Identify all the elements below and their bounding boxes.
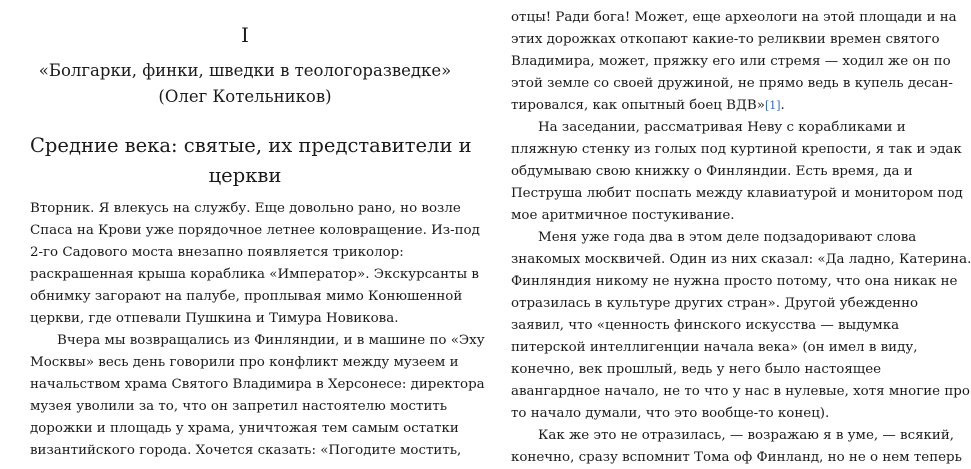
paragraph (511, 117, 963, 227)
text-line: заявил, что «ценность финского искусства — выдумка (511, 318, 900, 333)
text-line: Финляндия никому не нужна просто потому, что она никак не (511, 274, 958, 289)
right-body-text (511, 7, 971, 469)
text-line: Вторник. Я влекусь на службу. Еще довольно рано, но возле (30, 201, 461, 216)
text-fragment: тировался, как опытный боец ВДВ» (511, 98, 765, 113)
text-line: Владимира, может, пряжку его или стремя — ходил же он по (511, 54, 951, 69)
chapter-title (30, 58, 460, 110)
left-body-text (30, 198, 485, 462)
text-line: Пеструша любит поспать между клавиатурой и монитором под (511, 186, 963, 201)
text-line: то начало думали, что это вообще-то конец). (511, 406, 830, 421)
text-line: 2-го Садового моста внезапно появляется триколор: (30, 245, 404, 260)
text-line: Как же это не отразилась, — возражаю я в уме, — всякий, (538, 428, 955, 443)
chapter-author: (Олег Котельников) (158, 87, 332, 106)
right-page (511, 0, 971, 465)
text-line: обнимку загорают на палубе, проплывая мимо Конюшенной (30, 289, 463, 304)
text-line: Вчера мы возвращались из Финляндии, и в машине по «Эху (57, 333, 485, 348)
text-line: отцы! Ради бога! Может, еще археологи на этой площади и на (511, 10, 957, 25)
text-line: знакомых москвичей. Один из них сказал: «Да ладно, Катерина. (511, 252, 971, 267)
text-line: Спаса на Крови уже порядочное летнее коловращение. Из-под (30, 223, 480, 238)
text-line: музея уволили за то, что он запретил настоятелю мостить (30, 399, 448, 414)
section-title-line: Средние века: святые, их представители и (30, 134, 472, 157)
text-fragment: . (780, 98, 785, 113)
text-line: этой земле со своей дружиной, не прямо ведь в купель десан- (511, 76, 953, 91)
section-title-line: церкви (208, 164, 282, 187)
text-line: отразилась в культуре других стран». Другой убежденно (511, 296, 919, 311)
left-page (30, 0, 485, 458)
text-line: церкви, где отпевали Пушкина и Тимура Новикова. (30, 311, 399, 326)
section-title (30, 131, 472, 191)
paragraph (30, 198, 480, 330)
text-line: обдумываю свою книжку о Финляндии. Есть время, да и (511, 164, 913, 179)
text-line: Москвы» весь день говорили про конфликт между музеем и (30, 355, 459, 370)
text-line: конечно, век прошлый, ведь у него было настоящее (511, 362, 882, 377)
paragraph (511, 425, 962, 469)
text-line: питерской интеллигенции начала века» (он имел в виду, (511, 340, 918, 355)
paragraph (511, 227, 971, 425)
text-line: На заседании, рассматривая Неву с корабликами и (538, 120, 906, 135)
text-line: пляжную стенку из голых под куртиной крепости, я так и эдак (511, 142, 962, 157)
text-line: конечно, сразу вспомнит Тома оф Финланд, но не о нем теперь (511, 450, 962, 465)
text-line (511, 95, 944, 117)
text-line: дорожки и площадь у храма, уничтожая тем самым остатки (30, 421, 459, 436)
text-line: этих дорожках откопают какие-то реликвии времен святого (511, 32, 940, 47)
text-line: византийского города. Хочется сказать: «Погодите мостить, (30, 443, 462, 458)
text-line: мое аритмичное постукивание. (511, 208, 735, 223)
text-line: раскрашенная крыша кораблика «Император». Экскурсанты в (30, 267, 479, 282)
paragraph (30, 330, 485, 462)
text-line: Меня уже года два в этом деле подзадоривают слова (538, 230, 917, 245)
text-line: авангардное начало, не то что у нас в нулевые, хотя многие про (511, 384, 970, 399)
text-line: начальством храма Святого Владимира в Херсонесе: директора (30, 377, 485, 392)
chapter-title-line: «Болгарки, финки, шведки в теологоразведке» (38, 61, 452, 80)
paragraph (511, 7, 957, 117)
footnote-link[interactable]: [1] (764, 99, 781, 112)
chapter-number: I (241, 23, 249, 47)
